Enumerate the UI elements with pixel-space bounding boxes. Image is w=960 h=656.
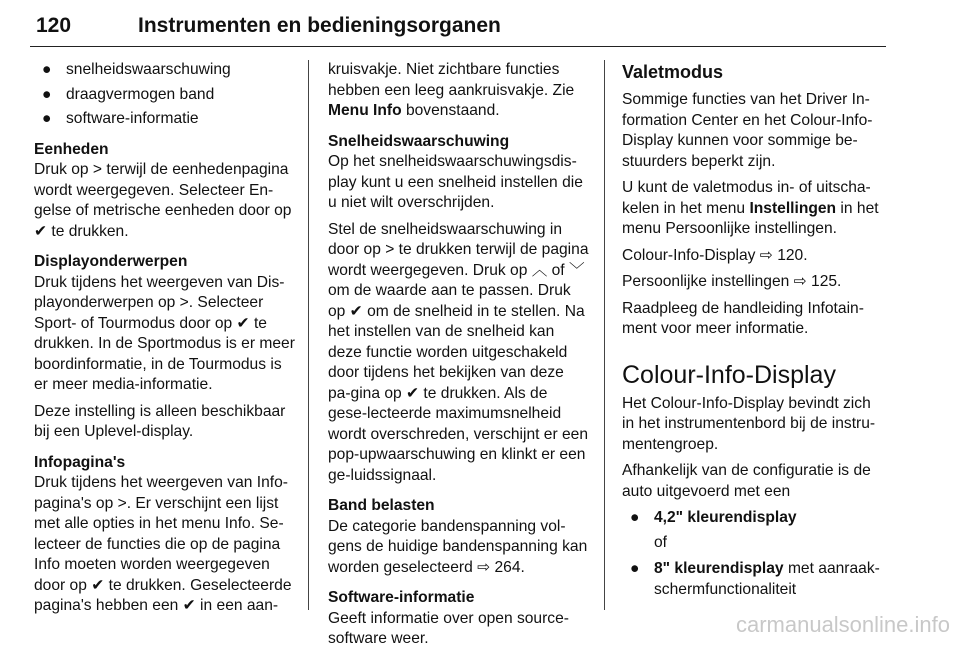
paragraph: kruisvakje. Niet zichtbare functies hebben een leeg aankruisvakje. Zie Menu Info bovenstaand. — [328, 61, 575, 119]
paragraph: Druk tijdens het weergeven van Info-pagina's op >. Er verschijnt een lijst met alle opties in het menu Info. Se-lecteer de functies die op de pagina Info moeten worden weergegeven door op ✔ te drukken. Geselecteerde pagina's hebben een ✔ in een aan- — [34, 474, 292, 614]
bullet-icon: ● — [630, 509, 640, 526]
bullet-icon: ● — [42, 110, 52, 127]
cross-reference: Colour-Info-Display ⇨ 120. — [622, 246, 808, 264]
paragraph: Druk tijdens het weergeven van Dis-playonderwerpen op >. Selecteer Sport- of Tourmodus door op ✔ te drukken. In de Sportmodus is er meer boordinformatie, in de Tourmodus is er meer media-informatie. — [34, 273, 295, 393]
column-1 — [34, 60, 296, 623]
paragraph: Druk op > terwijl de eenhedenpagina wordt weergegeven. Selecteer En-gelse of metrische eenheden door op ✔ te drukken. — [34, 161, 292, 240]
list-item: ● snelheidswaarschuwing — [34, 60, 296, 81]
watermark: carmanualsonline.info — [735, 612, 950, 637]
section-heading-software-informatie: Software-informatie — [328, 589, 475, 606]
paragraph: Deze instelling is alleen beschikbaar bij een Uplevel-display. — [34, 402, 286, 440]
section-heading-displayonderwerpen: Displayonderwerpen — [34, 253, 188, 270]
bullet-icon: ● — [42, 61, 52, 78]
list-item: ● software-informatie — [34, 109, 296, 130]
section-heading-band-belasten: Band belasten — [328, 497, 435, 514]
menu-info-ref: Menu Info — [328, 102, 402, 119]
column-2 — [328, 60, 590, 656]
paragraph: Geeft informatie over open source-software weer. — [328, 609, 569, 647]
column-divider-2 — [604, 60, 605, 610]
cross-reference: Persoonlijke instellingen ⇨ 125. — [622, 273, 842, 290]
list-connector: of — [654, 533, 668, 551]
list-item: ● draagvermogen band — [34, 85, 296, 106]
section-heading-colour-info-display: Colour-Info-Display — [622, 360, 836, 389]
bullet-icon: ● — [42, 85, 52, 103]
list-item: ● 8" kleurendisplay met aanraak-schermfunctionaliteit — [630, 560, 880, 598]
page-header — [30, 6, 886, 47]
paragraph: Het Colour-Info-Display bevindt zich in het instrumentenbord bij de instru-mentengroep. — [622, 394, 876, 453]
section-heading-valetmodus: Valetmodus — [622, 62, 724, 82]
page-title: Instrumenten en bedieningsorganen — [138, 14, 501, 37]
section-heading-eenheden: Eenheden — [34, 140, 109, 158]
paragraph: Sommige functies van het Driver In-formation Center en het Colour-Info-Display kunnen voor sommige be-stuurders beperkt zijn. — [622, 91, 873, 170]
section-heading-infopaginas: Infopagina's — [34, 453, 126, 471]
paragraph: Op het snelheidswaarschuwingsdis-play kunt u een snelheid instellen die u niet wilt overschrijden. — [328, 153, 583, 211]
paragraph: De categorie bandenspanning vol-gens de huidige bandenspanning kan worden geselecteerd ⇨ 264. — [328, 517, 588, 576]
paragraph: U kunt de valetmodus in- of uitscha-kelen in het menu Instellingen in het menu Persoonlijke instellingen. — [622, 179, 879, 237]
column-3 — [622, 60, 887, 604]
instellingen-ref: Instellingen — [749, 199, 837, 217]
section-heading-snelheidswaarschuwing: Snelheidswaarschuwing — [328, 132, 510, 150]
bullet-icon: ● — [630, 560, 640, 577]
paragraph: Afhankelijk van de configuratie is de auto uitgevoerd met een — [622, 462, 871, 500]
paragraph: Stel de snelheidswaarschuwing in door op > te drukken terwijl de pagina wordt weergegeven. Druk op ︿ of ﹀ om de waarde aan te passen. Druk op ✔ om de snelheid in te stellen. Na het instellen van de snelheid kan deze functie worden uitgeschakeld door tijdens het bekijken van deze pa-gina op ✔ te drukken. Als de gese-lecteerde maximumsnelheid wordt overschreden, verschijnt er een pop-upwaarschuwing en klinkt er een ge-luidssignaal. — [328, 220, 589, 484]
column-divider-1 — [308, 60, 309, 610]
paragraph: Raadpleeg de handleiding Infotain-ment voor meer informatie. — [622, 299, 864, 337]
list-item: ● 4,2" kleurendisplay — [622, 508, 887, 529]
page-number: 120 — [36, 14, 72, 37]
